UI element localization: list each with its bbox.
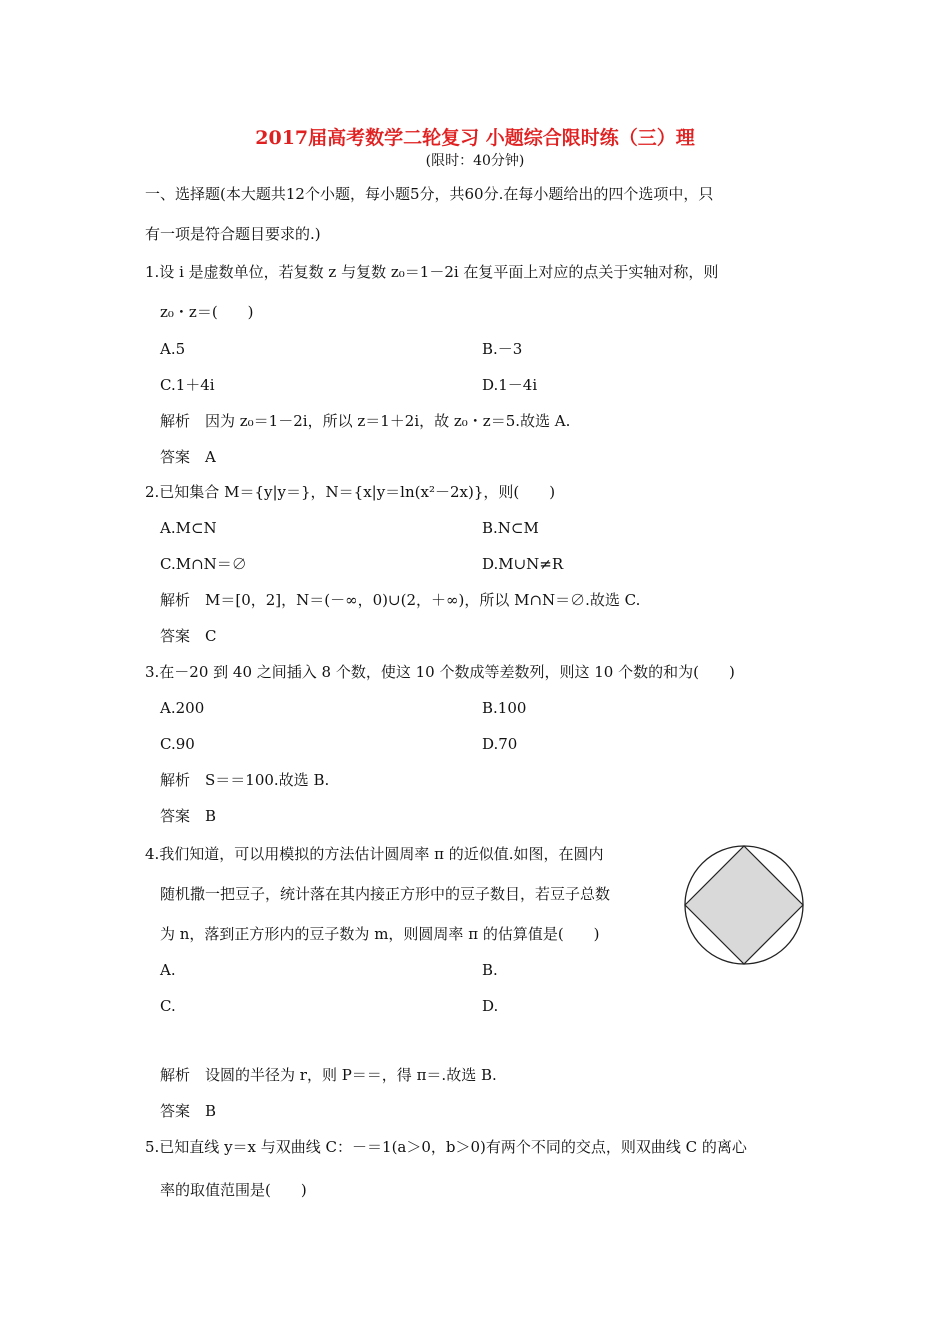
q3-stem-line1: 3.在－20 到 40 之间插入 8 个数，使这 10 个数成等差数列，则这 10 个数的和为( ) [145, 663, 735, 681]
q4-option-c: C. [160, 997, 176, 1015]
q4-option-b: B. [482, 961, 498, 979]
q3-option-d: D.70 [482, 735, 518, 753]
q2-option-c: C.M∩N＝∅ [160, 555, 247, 573]
q1-analysis: 解析 因为 z₀＝1－2i，所以 z＝1＋2i，故 z₀・z＝5.故选 A. [160, 412, 571, 430]
q4-analysis: 解析 设圆的半径为 r，则 P＝＝，得 π＝.故选 B. [160, 1066, 497, 1084]
q3-analysis: 解析 S＝＝100.故选 B. [160, 771, 330, 789]
q2-answer: 答案 C [160, 627, 217, 645]
q2-analysis: 解析 M＝[0，2]，N＝(－∞，0)∪(2，＋∞)，所以 M∩N＝∅.故选 C. [160, 591, 641, 609]
q2-option-a: A.M⊂N [160, 519, 217, 537]
q2-option-d: D.M∪N≠R [482, 555, 564, 573]
q1-option-d: D.1－4i [482, 376, 538, 394]
q3-option-b: B.100 [482, 699, 527, 717]
q5-stem-line2: 率的取值范围是( ) [160, 1181, 307, 1199]
q1-option-a: A.5 [160, 340, 186, 358]
q3-option-a: A.200 [160, 699, 205, 717]
section-intro-line1: 一、选择题(本大题共12个小题，每小题5分，共60分.在每小题给出的四个选项中，只 [145, 185, 714, 203]
q3-answer: 答案 B [160, 807, 217, 825]
q3-option-c: C.90 [160, 735, 195, 753]
q1-option-c: C.1＋4i [160, 376, 215, 394]
q4-option-d: D. [482, 997, 499, 1015]
time-limit: (限时：40分钟) [425, 153, 525, 169]
q1-option-b: B.－3 [482, 340, 523, 358]
q4-stem-line3: 为 n，落到正方形内的豆子数为 m，则圆周率 π 的估算值是( ) [160, 925, 600, 943]
section-intro-line2: 有一项是符合题目要求的.) [145, 225, 321, 243]
q1-stem-line1: 1.设 i 是虚数单位，若复数 z 与复数 z₀＝1－2i 在复平面上对应的点关于实轴对称，则 [145, 263, 719, 281]
q2-option-b: B.N⊂M [482, 519, 539, 537]
q4-answer: 答案 B [160, 1102, 217, 1120]
q1-stem-line2: z₀・z＝( ) [160, 303, 254, 321]
circle-inscribed-square-figure [683, 844, 805, 966]
q4-stem-line1: 4.我们知道，可以用模拟的方法估计圆周率 π 的近似值.如图，在圆内 [145, 845, 604, 863]
q4-option-a: A. [160, 961, 176, 979]
q1-answer: 答案 A [160, 448, 216, 466]
q5-stem-line1: 5.已知直线 y＝x 与双曲线 C：－＝1(a＞0，b＞0)有两个不同的交点，则双曲线 C 的离心 [145, 1138, 747, 1156]
q4-stem-line2: 随机撒一把豆子，统计落在其内接正方形中的豆子数目，若豆子总数 [160, 885, 611, 903]
page-title: 2017届高考数学二轮复习 小题综合限时练（三）理 [255, 127, 695, 149]
q2-stem-line1: 2.已知集合 M＝{y|y＝}，N＝{x|y＝ln(x²－2x)}，则( ) [145, 483, 556, 501]
